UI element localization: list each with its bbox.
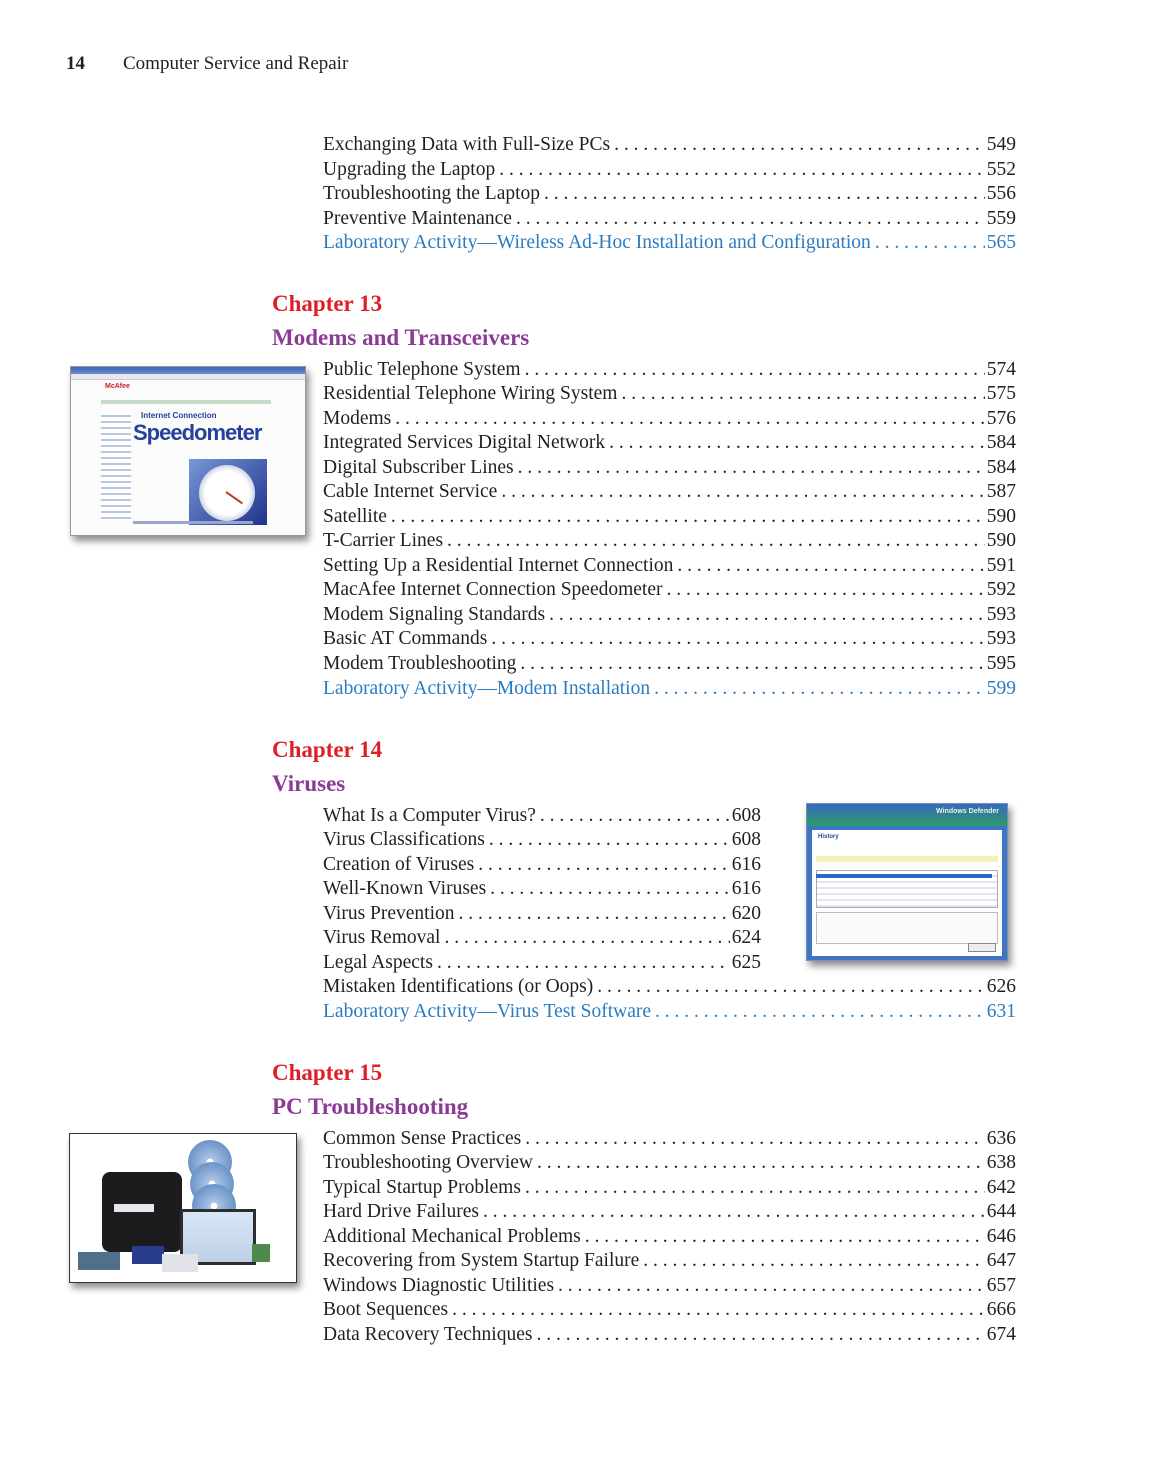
dot-leader [512,207,985,231]
toc-entry[interactable]: Modem Signaling Standards . . . 593 [323,603,1016,627]
toc-entry[interactable]: Legal Aspects . . . 625 [323,951,761,975]
toc-entry[interactable]: Setting Up a Residential Internet Connection . . . 591 [323,554,1016,578]
dot-leader [486,877,730,901]
toc-entry[interactable]: Windows Diagnostic Utilities . . . 657 [323,1274,1016,1298]
dot-leader [485,828,730,852]
dot-leader [521,358,985,382]
dot-leader [605,431,985,455]
dot-leader [455,902,730,926]
toc-entry-lab-activity[interactable]: Laboratory Activity—Modem Installation . . . 599 [323,677,1016,701]
chapter-title: Modems and Transceivers [272,325,530,350]
windows-defender-screenshot [806,803,1008,961]
dot-leader [651,1000,985,1024]
toc-entry[interactable]: Satellite . . . 590 [323,505,1016,529]
dot-leader [516,652,984,676]
dot-leader [540,182,985,206]
case-label [114,1204,154,1212]
toc-entry[interactable]: What Is a Computer Virus? . . . 608 [323,804,761,828]
chapter-number: Chapter 14 [272,737,383,762]
toc-entry[interactable]: Modems . . . 576 [323,407,1016,431]
toc-entry[interactable]: Recovering from System Startup Failure . . . 647 [323,1249,1016,1273]
toc-entry[interactable]: Virus Classifications . . . 608 [323,828,761,852]
toc-entry-lab-activity[interactable]: Laboratory Activity—Virus Test Software . . . 631 [323,1000,1016,1024]
test-card [162,1254,198,1272]
dot-leader [391,407,985,431]
dot-leader [545,603,985,627]
toc-entry[interactable]: Modem Troubleshooting . . . 595 [323,652,1016,676]
chapter-number: Chapter 15 [272,1060,383,1085]
toc-entry[interactable]: Integrated Services Digital Network . . . 584 [323,431,1016,455]
dot-leader [593,975,985,999]
dot-leader [532,1323,984,1347]
toc-entry[interactable]: Mistaken Identifications (or Oops) . . . 626 [323,975,1016,999]
expansion-card [78,1252,120,1270]
toc-entry[interactable]: MacAfee Internet Connection Speedometer . . . 592 [323,578,1016,602]
dot-leader [497,480,984,504]
page-footer-text [133,521,253,524]
toc-entry[interactable]: Preventive Maintenance . . . 559 [323,207,1016,231]
toc-entry[interactable]: Exchanging Data with Full-Size PCs . . . 549 [323,133,1016,157]
diagnostic-kit-photo [69,1133,297,1283]
dot-leader [440,926,729,950]
chapter-number: Chapter 13 [272,291,383,316]
adapter [252,1244,270,1262]
dot-leader [673,554,984,578]
toc-entry[interactable]: Data Recovery Techniques . . . 674 [323,1323,1016,1347]
toc-entry[interactable]: Public Telephone System . . . 574 [323,358,1016,382]
toc-entry[interactable]: Cable Internet Service . . . 587 [323,480,1016,504]
toc-entry[interactable]: Troubleshooting Overview . . . 638 [323,1151,1016,1175]
dot-leader [479,1200,985,1224]
running-head [66,53,348,75]
dot-leader [871,231,985,255]
defender-window [812,830,1002,956]
dot-leader [448,1298,985,1322]
toc-entry[interactable]: Additional Mechanical Problems . . . 646 [323,1225,1016,1249]
dot-leader [474,853,730,877]
toc-entry[interactable]: Creation of Viruses . . . 616 [323,853,761,877]
book-title: Computer Service and Repair [123,53,349,74]
toc-entry[interactable]: Residential Telephone Wiring System . . . 575 [323,382,1016,406]
toc-entry[interactable]: Digital Subscriber Lines . . . 584 [323,456,1016,480]
defender-toolbar [807,804,1007,826]
toc-entry[interactable]: Typical Startup Problems . . . 642 [323,1176,1016,1200]
dot-leader [554,1274,985,1298]
windows-defender-logo: Windows Defender [936,808,999,815]
dot-leader [650,677,985,701]
dot-leader [495,158,985,182]
details-pane [816,912,998,944]
browser-menubar [71,374,305,380]
dot-leader [533,1151,985,1175]
page-number: 14 [66,53,85,74]
dot-leader [443,529,985,553]
dot-leader [663,578,985,602]
toc-entry[interactable]: Common Sense Practices . . . 636 [323,1127,1016,1151]
speedometer-subheading: Internet Connection [141,411,217,420]
dot-leader [581,1225,985,1249]
toc-entry[interactable]: Virus Prevention . . . 620 [323,902,761,926]
dot-leader [610,133,985,157]
dot-leader [487,627,984,651]
info-banner [816,856,998,862]
dot-leader [521,1176,985,1200]
dot-leader [521,1127,985,1151]
speedometer-screenshot [70,366,306,536]
selected-row [816,874,992,878]
clear-history-button [968,943,996,952]
chapter-title: PC Troubleshooting [272,1094,469,1119]
dot-leader [639,1249,984,1273]
history-heading: History [818,834,839,840]
toc-entry[interactable]: Well-Known Viruses . . . 616 [323,877,761,901]
speedometer-heading: Speedometer [133,420,262,445]
toc-entry[interactable]: Troubleshooting the Laptop . . . 556 [323,182,1016,206]
browser-titlebar [71,367,305,374]
toc-entry[interactable]: Boot Sequences . . . 666 [323,1298,1016,1322]
dot-leader [536,804,730,828]
dot-leader [387,505,985,529]
dot-leader [433,951,730,975]
mcafee-logo: McAfee [105,383,130,390]
site-sidebar [101,411,131,521]
carrying-case [102,1172,182,1252]
dot-leader [514,456,985,480]
manual-booklet [132,1246,164,1264]
site-nav [101,400,271,404]
toc-entry[interactable]: Virus Removal . . . 624 [323,926,761,950]
chapter-title: Viruses [272,771,346,796]
toc-entry[interactable]: Upgrading the Laptop . . . 552 [323,158,1016,182]
toc-entry[interactable]: Hard Drive Failures . . . 644 [323,1200,1016,1224]
toc-entry-lab-activity[interactable]: Laboratory Activity—Wireless Ad-Hoc Installation and Configuration . . . 565 [323,231,1016,255]
toc-entry[interactable]: T-Carrier Lines . . . 590 [323,529,1016,553]
dot-leader [617,382,984,406]
toc-entry[interactable]: Basic AT Commands . . . 593 [323,627,1016,651]
